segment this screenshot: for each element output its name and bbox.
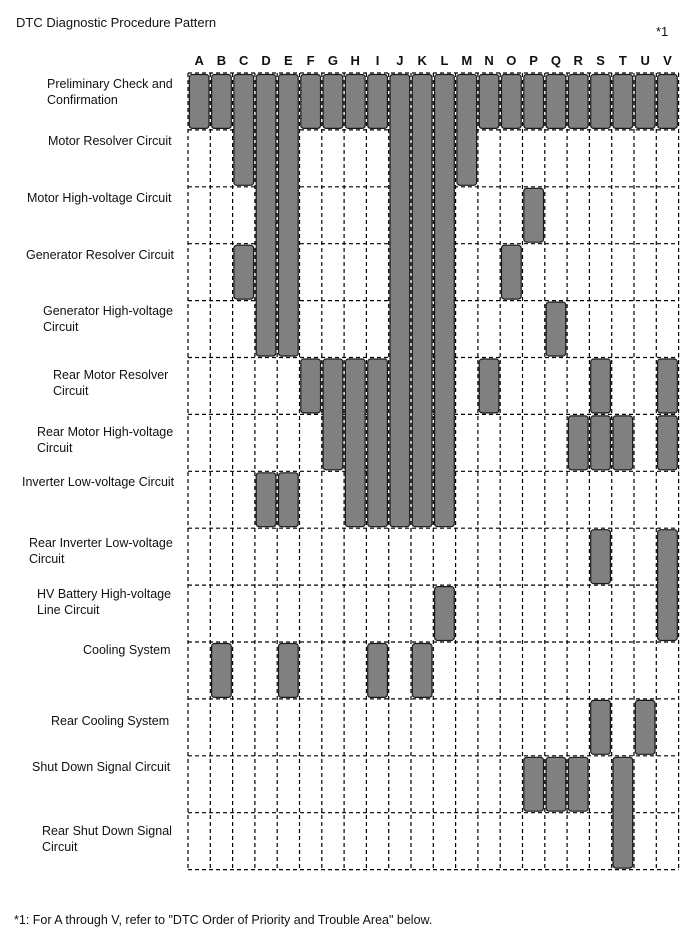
pattern-block-v — [658, 75, 678, 129]
column-header-f: F — [306, 53, 315, 68]
pattern-block-i — [368, 75, 388, 129]
pattern-block-a — [189, 75, 209, 129]
pattern-block-s — [591, 530, 611, 584]
pattern-block-b — [212, 75, 232, 129]
pattern-block-v — [658, 530, 678, 641]
pattern-block-e — [279, 644, 299, 698]
pattern-block-d — [256, 473, 276, 527]
row-label: Rear Motor High-voltage Circuit — [37, 425, 174, 455]
pattern-block-n — [479, 75, 499, 129]
pattern-block-q — [546, 757, 566, 811]
note-marker: *1 — [656, 24, 669, 39]
row-label: Rear Motor Resolver Circuit — [53, 368, 169, 398]
pattern-block-k — [412, 644, 432, 698]
pattern-block-k — [412, 75, 432, 527]
diagram-title: DTC Diagnostic Procedure Pattern — [16, 15, 217, 30]
pattern-block-s — [591, 700, 611, 754]
row-label: Inverter Low-voltage Circuit — [22, 475, 175, 489]
pattern-block-e — [279, 75, 299, 357]
pattern-block-u — [635, 75, 655, 129]
column-header-q: Q — [550, 53, 561, 68]
pattern-block-f — [301, 359, 321, 413]
column-header-u: U — [640, 53, 650, 68]
pattern-block-p — [524, 757, 544, 811]
column-header-c: C — [239, 53, 249, 68]
pattern-block-s — [591, 359, 611, 413]
column-header-m: M — [461, 53, 473, 68]
pattern-block-o — [502, 245, 522, 299]
pattern-block-g — [323, 75, 343, 129]
column-header-l: L — [440, 53, 449, 68]
pattern-block-t — [613, 757, 633, 868]
pattern-block-j — [390, 75, 410, 527]
pattern-block-g — [323, 359, 343, 470]
column-header-n: N — [484, 53, 494, 68]
column-header-k: K — [417, 53, 427, 68]
pattern-block-f — [301, 75, 321, 129]
pattern-block-q — [546, 75, 566, 129]
column-header-j: J — [396, 53, 404, 68]
pattern-block-c — [234, 245, 254, 299]
column-header-s: S — [596, 53, 605, 68]
row-label: Cooling System — [83, 643, 171, 657]
pattern-block-v — [658, 416, 678, 470]
column-header-d: D — [261, 53, 271, 68]
row-label: Rear Cooling System — [51, 714, 170, 728]
column-header-v: V — [663, 53, 672, 68]
row-label: HV Battery High-voltage Line Circuit — [37, 587, 172, 617]
pattern-block-v — [658, 359, 678, 413]
pattern-block-l — [435, 587, 455, 641]
pattern-block-s — [591, 416, 611, 470]
column-header-r: R — [573, 53, 583, 68]
column-header-g: G — [327, 53, 338, 68]
row-label: Shut Down Signal Circuit — [32, 760, 171, 774]
row-label: Generator High-voltage Circuit — [43, 304, 173, 334]
column-header-o: O — [506, 53, 517, 68]
row-label: Motor High-voltage Circuit — [27, 191, 172, 205]
pattern-block-r — [568, 75, 588, 129]
column-header-h: H — [350, 53, 360, 68]
pattern-block-l — [435, 75, 455, 527]
column-header-e: E — [284, 53, 293, 68]
pattern-block-p — [524, 75, 544, 129]
pattern-block-c — [234, 75, 254, 186]
row-label: Motor Resolver Circuit — [48, 134, 172, 148]
row-label: Rear Shut Down Signal Circuit — [42, 824, 172, 854]
pattern-block-i — [368, 359, 388, 527]
pattern-block-s — [591, 75, 611, 129]
pattern-block-t — [613, 75, 633, 129]
pattern-block-u — [635, 700, 655, 754]
pattern-block-t — [613, 416, 633, 470]
pattern-block-e — [279, 473, 299, 527]
pattern-block-h — [345, 359, 365, 527]
column-header-a: A — [194, 53, 204, 68]
row-label: Generator Resolver Circuit — [26, 248, 174, 262]
pattern-block-p — [524, 188, 544, 242]
footnote: *1: For A through V, refer to "DTC Order of Priority and Trouble Area" below. — [14, 913, 433, 927]
pattern-block-r — [568, 416, 588, 470]
column-header-b: B — [216, 53, 227, 68]
column-header-i: I — [375, 53, 380, 68]
pattern-block-o — [502, 75, 522, 129]
row-label: Preliminary Check and Confirmation — [47, 77, 173, 107]
column-header-t: T — [618, 53, 627, 68]
pattern-block-d — [256, 75, 276, 357]
pattern-block-n — [479, 359, 499, 413]
column-header-p: P — [529, 53, 538, 68]
pattern-block-r — [568, 757, 588, 811]
pattern-block-h — [345, 75, 365, 129]
pattern-block-q — [546, 302, 566, 356]
pattern-block-m — [457, 75, 477, 186]
pattern-block-b — [212, 644, 232, 698]
row-label: Rear Inverter Low-voltage Circuit — [29, 536, 173, 566]
pattern-block-i — [368, 644, 388, 698]
